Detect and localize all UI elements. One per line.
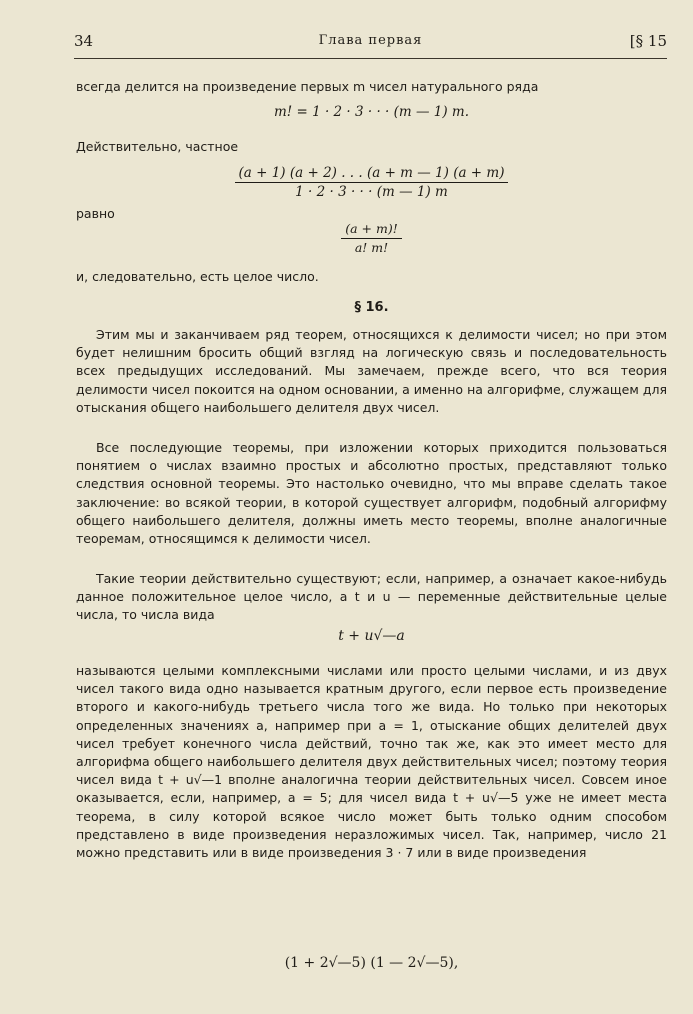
formula-final: (1 + 2√—5) (1 — 2√—5), (284, 955, 459, 971)
intro-line: всегда делится на произведение первых m чисел натурального ряда (76, 79, 539, 94)
formula-factorial: m! = 1 · 2 · 3 · · · (m — 1) m. (273, 104, 470, 120)
header-rule (74, 58, 667, 59)
conclusion-line: и, следовательно, есть целое число. (76, 269, 319, 284)
quotient-denominator: 1 · 2 · 3 · · · (m — 1) m (295, 184, 448, 200)
indeed-line: Действительно, частное (76, 139, 239, 154)
running-header (74, 32, 667, 54)
section-reference: [§ 15 (629, 32, 667, 50)
paragraph-3: Такие теории действительно существуют; если, например, a означает какое-нибудь данное положительное целое число, а t и u — переменные действительные целые числа, то числа вида (76, 571, 667, 623)
formula-complex: t + u√—a (338, 628, 405, 644)
equals-numerator: (a + m)! (341, 220, 402, 239)
paragraph-2: Все последующие теоремы, при изложении которых приходится пользоваться понятием о числах взаимно простых и абсолютно простых, представляют только следствия основной теоремы. Это настолько очевидно, что мы вправе сделать такое заключение: во всякой теории, в которой существует алгорифм, подобный алгорифму общего наибольшего делителя, должны иметь место теоремы, вполне аналогичные теоремам, относящимся к делимости чисел. (76, 440, 667, 547)
chapter-title: Глава первая (318, 33, 423, 48)
section-title: § 16. (354, 300, 389, 315)
equals-line: равно (76, 206, 115, 221)
quotient-fraction (76, 164, 667, 201)
paragraph-1: Этим мы и заканчиваем ряд теорем, относящихся к делимости чисел; но при этом будет нелишним бросить общий взгляд на логическую связь и последовательность всех предыдущих исследований. Мы замечаем, прежде всего, что вся теория делимости чисел покоится на одном основании, а именно на алгорифме, служащем для отыскания общего наибольшего делителя двух чисел. (76, 327, 667, 415)
paragraph-4: называются целыми комплексными числами или просто целыми числами, и из двух чисел такого вида одно называется кратным другого, если первое есть произведение второго и какого-нибудь третьего числа того же вида. Но только при некоторых определенных значениях a, например при a = 1, отыскание общих делителей двух чисел требует конечного числа действий, точно так же, как это имеет место для алгорифма общего наибольшего делителя двух действительных чисел; поэтому теория чисел вида t + u√—1 вполне аналогична теории действительных чисел. Совсем иное оказывается, если, например, a = 5; для чисел вида t + u√—5 уже не имеет места теорема, в силу которой всякое число может быть только одним способом представлено в виде произведения неразложимых чисел. Так, например, число 21 можно представить или в виде произведения 3 · 7 или в виде произведения (76, 663, 667, 861)
equals-fraction (76, 220, 667, 257)
page-number: 34 (74, 32, 94, 50)
equals-denominator: a! m! (354, 240, 389, 255)
quotient-numerator: (a + 1) (a + 2) . . . (a + m — 1) (a + m) (235, 164, 509, 183)
